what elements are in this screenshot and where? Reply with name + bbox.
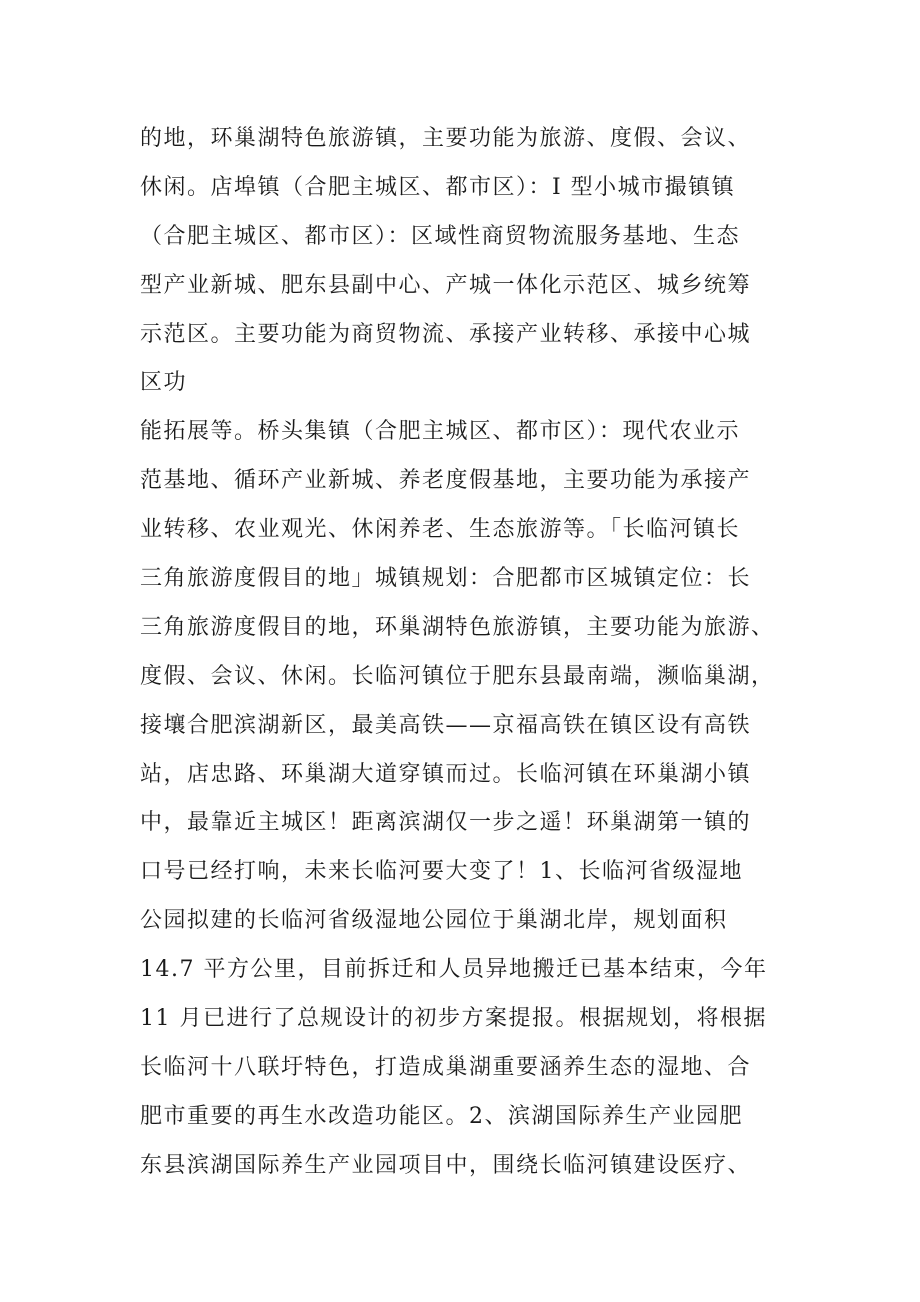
text-line: 休闲。店埠镇（合肥主城区、都市区）：I 型小城市撮镇镇 [140,174,736,200]
text-line: 三角旅游度假目的地，环巢湖特色旅游镇，主要功能为旅游、 [140,614,775,640]
text-line: 业转移、农业观光、休闲养老、生态旅游等。「长临河镇长 [140,517,741,543]
text-line: 14.7 平方公里，目前拆迁和人员异地搬迁已基本结束，今年 [140,957,768,983]
text-line: （合肥主城区、都市区）：区域性商贸物流服务基地、生态 [140,223,741,249]
text-line: 范基地、循环产业新城、养老度假基地，主要功能为承接产 [140,468,752,494]
text-line: 的地，环巢湖特色旅游镇，主要功能为旅游、度假、会议、 [140,126,752,151]
text-line: 口号已经打响，未来长临河要大变了！1、长临河省级湿地 [140,859,743,885]
text-line: 11 月已进行了总规设计的初步方案提报。根据规划，将根据 [140,1006,767,1032]
text-line: 公园拟建的长临河省级湿地公园位于巢湖北岸，规划面积 [140,908,728,934]
text-line: 长临河十八联圩特色，打造成巢湖重要涵养生态的湿地、合 [140,1054,752,1080]
text-line: 型产业新城、肥东县副中心、产城一体化示范区、城乡统筹 [140,272,752,298]
text-line: 度假、会议、休闲。长临河镇位于肥东县最南端，濒临巢湖， [140,663,775,689]
text-line: 示范区。主要功能为商贸物流、承接产业转移、承接中心城 [140,321,752,347]
text-line: 中，最靠近主城区！距离滨湖仅一步之遥！环巢湖第一镇的 [140,810,752,836]
text-line: 肥市重要的再生水改造功能区。2、滨湖国际养生产业园肥 [140,1103,743,1129]
text-line: 东县滨湖国际养生产业园项目中，围绕长临河镇建设医疗、 [140,1152,752,1178]
text-line: 能拓展等。桥头集镇（合肥主城区、都市区）：现代农业示 [140,419,741,445]
text-line: 接壤合肥滨湖新区，最美高铁——京福高铁在镇区设有高铁 [140,712,752,738]
text-line: 站，店忠路、环巢湖大道穿镇而过。长临河镇在环巢湖小镇 [140,761,752,787]
text-line: 区功 [140,370,188,396]
body-text [140,115,800,1191]
text-line: 三角旅游度假目的地」城镇规划：合肥都市区城镇定位：长 [140,566,752,592]
